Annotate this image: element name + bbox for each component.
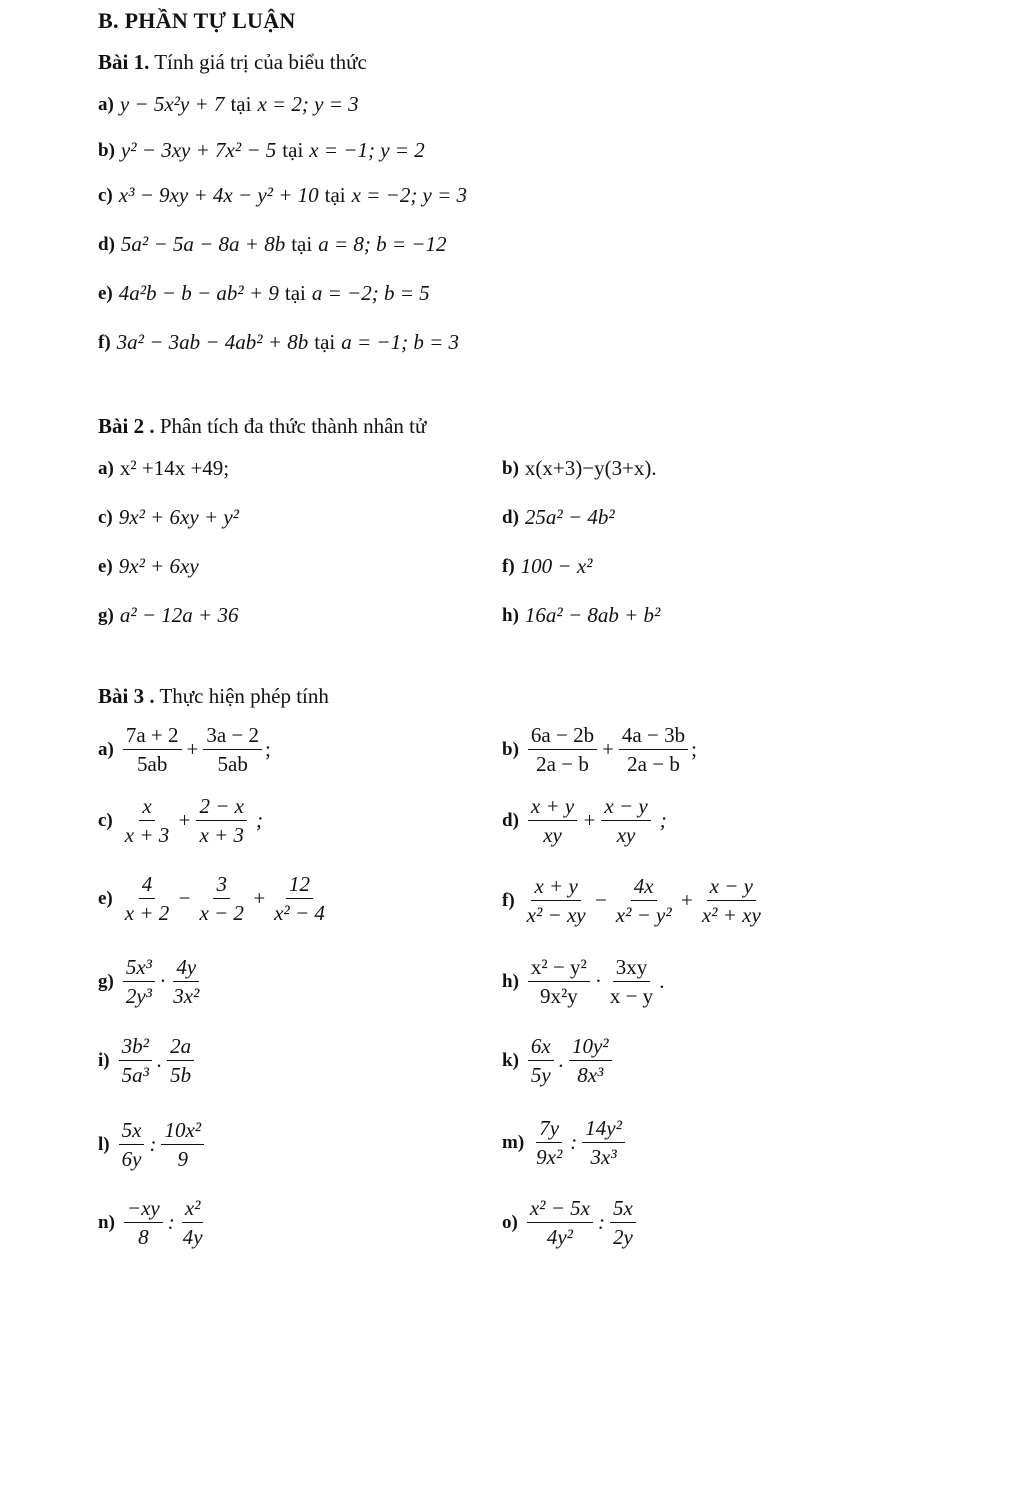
- denominator: 2y³: [125, 984, 152, 1009]
- operator: .: [156, 1048, 163, 1073]
- bai2-label: Bài 2 .: [98, 414, 155, 438]
- denominator: 5a³: [121, 1063, 149, 1088]
- fraction: [610, 1196, 636, 1249]
- item-label: h): [502, 970, 519, 992]
- operator: −: [593, 888, 608, 913]
- denominator: 4y²: [546, 1225, 573, 1250]
- numerator: 6a − 2b: [528, 723, 597, 750]
- bai1-title: [98, 50, 367, 75]
- denominator: 2a − b: [627, 752, 680, 777]
- tai-text: tại: [324, 183, 346, 207]
- expression: 16a² − 8ab + b²: [524, 603, 661, 627]
- operator: .: [558, 1048, 564, 1073]
- terminator: ;: [255, 808, 263, 833]
- denominator: 5b: [170, 1063, 192, 1088]
- bai3-item-i: [98, 1034, 197, 1087]
- condition: a = −1; b = 3: [341, 330, 460, 354]
- bai1-item-e: [98, 281, 430, 306]
- expression: 5a² − 5a − 8a + 8b: [120, 232, 286, 256]
- expression: 9x² + 6xy: [118, 554, 199, 578]
- denominator: x² − xy: [526, 903, 586, 928]
- bai3-item-g: [98, 955, 205, 1008]
- item-label: f): [98, 331, 111, 353]
- denominator: 9x²: [536, 1145, 563, 1170]
- item-label: g): [98, 970, 114, 992]
- fraction: [196, 872, 247, 925]
- bai1-label: Bài 1.: [98, 50, 150, 74]
- bai3-title-text: Thực hiện phép tính: [159, 684, 329, 708]
- numerator: 3b²: [119, 1034, 152, 1061]
- numerator: −xy: [124, 1196, 163, 1223]
- numerator: x² − 5x: [527, 1196, 593, 1223]
- fraction: [527, 1196, 593, 1249]
- tai-text: tại: [291, 232, 313, 256]
- fraction: [161, 1118, 204, 1171]
- denominator: 5ab: [217, 752, 248, 777]
- fraction: [124, 1196, 163, 1249]
- expression: x² +14x +49;: [119, 456, 230, 480]
- condition: x = −2; y = 3: [351, 183, 468, 207]
- expression: 100 − x²: [520, 554, 593, 578]
- denominator: 8: [138, 1225, 149, 1250]
- numerator: 5x: [119, 1118, 145, 1145]
- item-label: d): [502, 506, 519, 528]
- operator: :: [597, 1210, 605, 1235]
- fraction: [524, 874, 589, 927]
- fraction: [180, 1196, 206, 1249]
- fraction: [271, 872, 328, 925]
- expression: x³ − 9xy + 4x − y² + 10: [118, 183, 319, 207]
- denominator: 2y: [612, 1225, 633, 1250]
- denominator: 9: [177, 1147, 188, 1172]
- denominator: x² − 4: [274, 901, 325, 926]
- condition: a = 8; b = −12: [318, 232, 447, 256]
- item-label: e): [98, 555, 113, 577]
- operator: +: [251, 886, 267, 911]
- operator: ·: [159, 969, 166, 994]
- tai-text: tại: [314, 330, 336, 354]
- item-label: b): [502, 738, 519, 760]
- numerator: 14y²: [582, 1116, 625, 1143]
- numerator: x: [139, 794, 154, 821]
- denominator: 4y: [182, 1225, 203, 1250]
- denominator: xy: [543, 823, 562, 848]
- expression: 9x² + 6xy + y²: [118, 505, 239, 529]
- item-label: a): [98, 93, 114, 115]
- fraction: [196, 794, 247, 847]
- numerator: 3xy: [613, 955, 651, 982]
- item-label: b): [502, 457, 519, 479]
- bai2-item-b: [502, 456, 657, 481]
- fraction: [582, 1116, 625, 1169]
- operator: +: [582, 808, 597, 833]
- bai3-item-o: [502, 1196, 639, 1249]
- item-label: a): [98, 457, 114, 479]
- denominator: x + 3: [199, 823, 244, 848]
- numerator: 10x²: [161, 1118, 204, 1145]
- item-label: n): [98, 1211, 115, 1233]
- item-label: c): [98, 184, 113, 206]
- bai2-item-g: [98, 603, 238, 628]
- denominator: x² + xy: [701, 903, 761, 928]
- bai1-item-b: [98, 138, 425, 163]
- bai3-title: [98, 684, 329, 709]
- fraction: [613, 874, 675, 927]
- bai2-item-a: [98, 456, 229, 481]
- denominator: 5y: [530, 1063, 551, 1088]
- numerator: 7y: [536, 1116, 562, 1143]
- numerator: 5x: [610, 1196, 636, 1223]
- expression: x(x+3)−y(3+x).: [524, 456, 657, 480]
- item-label: d): [98, 233, 115, 255]
- item-label: e): [98, 887, 113, 909]
- fraction: [528, 794, 577, 847]
- fraction: [601, 794, 650, 847]
- fraction: [123, 723, 182, 776]
- item-label: a): [98, 738, 114, 760]
- bai2-item-f: [502, 554, 592, 579]
- bai3-item-a: [98, 723, 271, 776]
- numerator: x²: [182, 1196, 204, 1223]
- bai2-title-text: Phân tích đa thức thành nhân tử: [159, 414, 427, 438]
- fraction: [123, 955, 155, 1008]
- item-label: f): [502, 889, 515, 911]
- bai3-item-l: [98, 1118, 207, 1171]
- operator: ·: [594, 969, 602, 994]
- bai2-title: [98, 414, 426, 439]
- bai2-item-c: [98, 505, 239, 530]
- denominator: x² − y²: [615, 903, 672, 928]
- expression: 3a² − 3ab − 4ab² + 8b: [116, 330, 309, 354]
- numerator: x − y: [601, 794, 650, 821]
- operator: +: [177, 808, 192, 833]
- item-label: f): [502, 555, 515, 577]
- fraction: [203, 723, 262, 776]
- condition: x = −1; y = 2: [309, 138, 425, 162]
- denominator: 2a − b: [536, 752, 589, 777]
- bai3-item-c: [98, 794, 263, 847]
- bai1-title-text: Tính giá trị của biểu thức: [154, 50, 367, 74]
- denominator: x − y: [609, 984, 654, 1009]
- numerator: x² − y²: [528, 955, 590, 982]
- numerator: 3: [213, 872, 230, 899]
- item-label: h): [502, 604, 519, 626]
- fraction: [170, 955, 202, 1008]
- numerator: 5x³: [123, 955, 155, 982]
- numerator: 12: [286, 872, 313, 899]
- denominator: x − 2: [199, 901, 244, 926]
- expression: y − 5x²y + 7: [119, 92, 225, 116]
- denominator: x + 2: [124, 901, 170, 926]
- numerator: 10y²: [569, 1034, 612, 1061]
- operator: +: [186, 737, 199, 762]
- numerator: x + y: [531, 874, 580, 901]
- condition: x = 2; y = 3: [257, 92, 359, 116]
- expression: y² − 3xy + 7x² − 5: [120, 138, 277, 162]
- numerator: x + y: [528, 794, 577, 821]
- bai2-item-e: [98, 554, 199, 579]
- numerator: 4: [139, 872, 156, 899]
- bai3-label: Bài 3 .: [98, 684, 155, 708]
- numerator: 2 − x: [196, 794, 247, 821]
- terminator: ;: [691, 737, 697, 762]
- tai-text: tại: [230, 92, 252, 116]
- terminator: ;: [265, 737, 271, 762]
- tai-text: tại: [282, 138, 304, 162]
- operator: :: [570, 1130, 578, 1155]
- item-label: i): [98, 1049, 110, 1071]
- item-label: c): [98, 809, 113, 831]
- operator: −: [177, 886, 192, 911]
- item-label: b): [98, 139, 115, 161]
- denominator: 9x²y: [539, 984, 578, 1009]
- operator: :: [167, 1210, 175, 1235]
- numerator: 4x: [631, 874, 657, 901]
- numerator: 4y: [173, 955, 199, 982]
- expression: a² − 12a + 36: [119, 603, 239, 627]
- fraction: [533, 1116, 565, 1169]
- bai1-item-a: [98, 92, 359, 117]
- fraction: [528, 1034, 554, 1087]
- fraction: [122, 872, 173, 925]
- fraction: [607, 955, 656, 1008]
- terminator: ;: [659, 808, 667, 833]
- denominator: 5ab: [137, 752, 168, 777]
- condition: a = −2; b = 5: [311, 281, 430, 305]
- expression: 25a² − 4b²: [524, 505, 615, 529]
- item-label: l): [98, 1133, 110, 1155]
- bai3-item-m: [502, 1116, 628, 1169]
- numerator: x − y: [707, 874, 756, 901]
- fraction: [167, 1034, 194, 1087]
- numerator: 6x: [528, 1034, 554, 1061]
- bai3-item-n: [98, 1196, 209, 1249]
- fraction: [569, 1034, 612, 1087]
- operator: +: [679, 888, 694, 913]
- item-label: o): [502, 1211, 518, 1233]
- bai1-item-d: [98, 232, 446, 257]
- bai3-item-d: [502, 794, 667, 847]
- numerator: 4a − 3b: [619, 723, 688, 750]
- item-label: c): [98, 506, 113, 528]
- denominator: x + 3: [124, 823, 170, 848]
- denominator: xy: [616, 823, 636, 848]
- bai3-item-f: [502, 874, 767, 927]
- fraction: [119, 1034, 152, 1087]
- item-label: e): [98, 282, 113, 304]
- section-heading: B. PHẦN TỰ LUẬN: [98, 8, 296, 33]
- item-label: m): [502, 1131, 525, 1153]
- denominator: 3x²: [173, 984, 200, 1009]
- bai3-item-k: [502, 1034, 615, 1087]
- item-label: g): [98, 604, 114, 626]
- denominator: 8x³: [577, 1063, 604, 1088]
- bai1-item-f: [98, 330, 459, 355]
- denominator: 3x³: [590, 1145, 617, 1170]
- operator: :: [149, 1132, 157, 1157]
- tai-text: tại: [284, 281, 306, 305]
- fraction: [619, 723, 688, 776]
- denominator: 6y: [121, 1147, 142, 1172]
- numerator: 3a − 2: [203, 723, 262, 750]
- bai3-item-h: [502, 955, 664, 1008]
- fraction: [528, 955, 590, 1008]
- fraction: [699, 874, 764, 927]
- expression: 4a²b − b − ab² + 9: [118, 281, 279, 305]
- bai1-item-c: [98, 183, 467, 208]
- fraction: [528, 723, 597, 776]
- operator: +: [602, 737, 614, 762]
- bai2-item-h: [502, 603, 660, 628]
- fraction: [119, 1118, 145, 1171]
- fraction: [122, 794, 173, 847]
- numerator: 2a: [167, 1034, 194, 1061]
- item-label: d): [502, 809, 519, 831]
- bai2-item-d: [502, 505, 615, 530]
- item-label: k): [502, 1049, 519, 1071]
- numerator: 7a + 2: [123, 723, 182, 750]
- bai3-item-b: [502, 723, 697, 776]
- terminator: .: [659, 969, 665, 994]
- bai3-item-e: [98, 872, 331, 925]
